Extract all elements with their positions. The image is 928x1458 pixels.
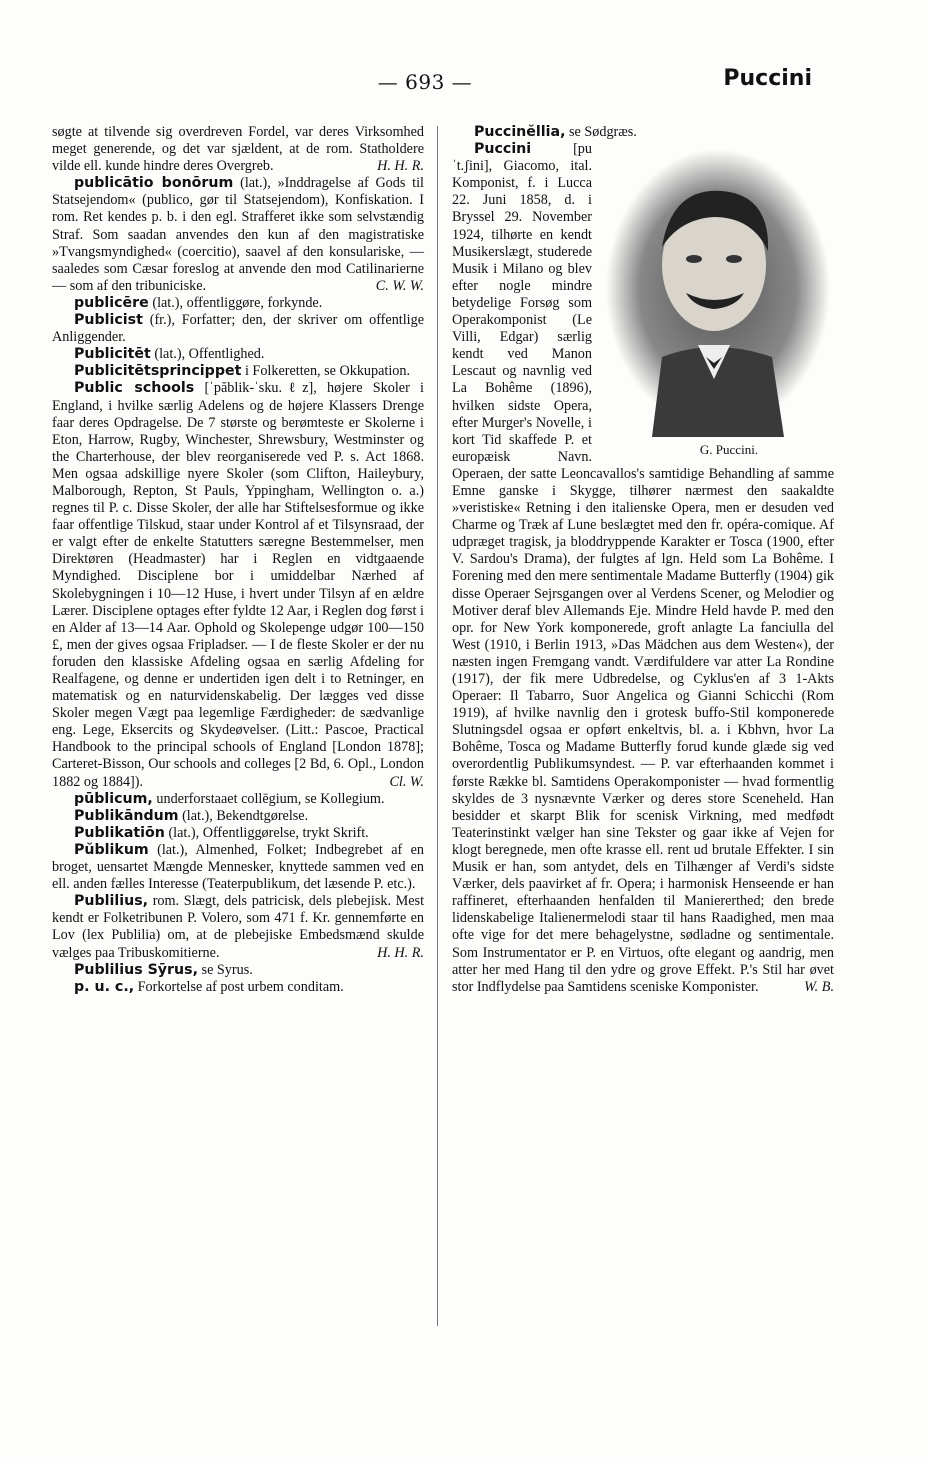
- signature: Cl. W.: [389, 773, 424, 790]
- entry-text: [ˈpăblik-ˈsku.ℓz], højere Skoler i England, i hvilke særlig Adelens og de højere Klassers Drenge faar deres Opdragelse. De 7 største og berømteste er Skolerne i Eton, Harrow, Rugby, Winchester, Shrewsbury, Westminster og the Charterhouse, der blev reorganiserede ved P. s. Act 1868. Men ogsaa adskillige nyere Skoler (som Clifton, Haileybury, Malborough, Repton, St Pauls, Yppingham, Wellington o. a.) regnes til P. c. Disse Skoler, der alle har Stiftelsesformue og ikke faar offentlige Tilskud, staar under Kontrol af et Tilsynsraad, der er valgt efter de enkelte Statutters særegne Bestemmelser, men Direktøren (Headmaster) har i Reglen en vidtgaaende Myndighed. Disciplene bor i umiddelbar Nærhed af Skolebygningen i 10—12 Huse, i hvert under Tilsyn af en ældre Lærer. Disciplene optages efter fyldte 12 Aar, i Reglen dog først i en Alder af 13—14 Aar. Ophold og Skolepenge udgør 100—150 £, men der gives ogsaa Fripladser. — I de fleste Skoler er der nu foruden den klassiske Afdeling ogsaa en særlig Afdeling for Realfagene, og denne er undertiden igen delt i to Retninger, en matematisk og en naturvidenskabelig. Der lægges ved disse Skoler megen Vægt paa legemlige Færdigheder: de sædvanlige eng. Lege, Eksercits og Skydeøvelser. (Litt.: Pascoe, Practical Handbook to the principal schools of England [London 1878]; Carteret-Bisson, Our schools and colleges [2 Bd, 6. Opl., London 1882 og 1884]).: [52, 380, 424, 790]
- page-number: — 693 —: [377, 70, 473, 94]
- portrait-figure: [602, 147, 834, 458]
- dictionary-entry: [52, 808, 424, 825]
- dictionary-entry: [52, 893, 424, 961]
- dictionary-entry: [52, 175, 424, 295]
- dictionary-entry: [52, 363, 424, 380]
- dictionary-entry: [52, 380, 424, 790]
- headword: Pŭblikum: [74, 841, 149, 858]
- entry-text: (lat.), »Inddragelse af Gods til Statsejendom« (publico, gør til Statsejendom), Konfiskation. I rom. Ret kendes p. b. i den egl. Strafferet ikke som selvstændig Straf. Som saadan anvendes den kun af den magistratiske »Tvangsmyndighed« (coercitio), saavel af den konsulariske, — saaledes som Cæsar foreslog at anvende den mod Catilinarierne — som af den tribuniciske.: [52, 175, 424, 294]
- entry-text: se Syrus.: [201, 961, 253, 978]
- dictionary-entry: [52, 825, 424, 842]
- headword: Puccini: [474, 141, 532, 158]
- entry-text: (lat.), Bekendtgørelse.: [182, 807, 309, 824]
- dictionary-entry: [52, 842, 424, 893]
- column-divider: [437, 126, 438, 1326]
- dictionary-entry: [52, 312, 424, 346]
- headword: Publicitēt: [74, 346, 151, 363]
- dictionary-entry: [52, 962, 424, 979]
- headword: Puccinĕllia,: [474, 124, 566, 140]
- signature: H. H. R.: [377, 944, 424, 961]
- entry-text: (lat.), Offentliggørelse, trykt Skrift.: [168, 824, 369, 841]
- headword: Publicitētsprincippet: [74, 363, 242, 380]
- entry-text: i Folkeretten, se Okkupation.: [244, 363, 411, 380]
- dictionary-entry: [52, 295, 424, 312]
- entry-text: (lat.), Almenhed, Folket; Indbegrebet af en broget, uensartet Mængde Mennesker, knyttede sammen ved en ell. anden fælles Interesse (Teaterpublikum, det læsende P. etc.).: [52, 841, 424, 893]
- headword: Publikāndum: [74, 807, 179, 824]
- running-head: Puccini: [723, 66, 812, 91]
- dictionary-entry: [52, 346, 424, 363]
- entry-text: Forkortelse af post urbem conditam.: [137, 978, 344, 995]
- entry-text: (fr.), Forfatter; den, der skriver om offentlige Anliggender.: [52, 312, 424, 346]
- entry-text: underforstaaet collēgium, se Kollegium.: [156, 790, 385, 807]
- entry-puccinellia: [452, 124, 834, 141]
- headword: Publilius,: [74, 893, 149, 910]
- entry-text: se Sødgræs.: [569, 124, 637, 140]
- signature: W. B.: [804, 978, 834, 995]
- headword: Publikatiōn: [74, 824, 165, 841]
- signature: H. H. R.: [377, 158, 424, 175]
- dictionary-entry: [52, 979, 424, 996]
- headword: pūblicum,: [74, 790, 153, 807]
- entry-text: (lat.), Offentlighed.: [154, 346, 265, 363]
- portrait-caption: G. Puccini.: [699, 442, 759, 458]
- dictionary-entry: [52, 124, 424, 175]
- entry-text: søgte at tilvende sig overdreven Fordel, var deres Virksomhed meget generende, og det var sjældent, at de rom. Statholdere vilde ell. kunde hindre deres Overgreb.: [52, 124, 424, 175]
- dictionary-entry: [52, 791, 424, 808]
- entry-text: [puˈt.ʃini], Giacomo, ital. Komponist, f. i Lucca 22. Juni 1858, d. i Bryssel 29. November 1924, tilhørte en kendt Musikerslægt, studerede Musik i Milano og blev efter nogle mindre betydelige Forsøg som Operakomponist (Le Villi, Edgar) særlig kendt ved Manon Lescaut og navnlig ved La Bohême (1896), hvilken sidste Opera, efter Murger's Novelle, i kort Tid skaffede P. et europæisk Navn. Operaen, der satte Leoncavallos's samtidige Behandling af samme Emne ganske i Skygge, tilhører nærmest den saakaldte »veristiske« Retning i den italienske Opera, men er desuden ved Charme og Træk af Lune beslægtet med den fr. opéra-comique. Af udpræget tragisk, ja bloddryppende Karakter er Tosca (1900, efter V. Sardou's Drama), der fulgtes af lgn. Held som La Bohême. I Forening med den mere sentimentale Madame Butterfly (1904) gik disse Operaer Sejrsgangen over al Verdens Scener, og Melodier og Motiver deraf blev Allemands Eje. Mindre Held havde P. med den opr. for New York komponerede, groft anlagte La fanciulla del West (1910, i Berlin 1913, »Das Mädchen aus dem Westen«), der næsten ingen Fremgang vandt. Værdifuldere var atter La Rondine (1917), der fik mere Udbredelse, og Cyklus'en af 3 1-Akts Operaer: Il Tabarro, Suor Angelica og Gianni Schicchi (Rom 1919), af hvilke navnlig den i grotesk buffo-Stil komponerede Slutningsdel ogsaa er opført enkeltvis, bl. a. i Kbhvn, hvor La Bohême, Tosca og Madame Butterfly forud kunde glæde sig ved overordentlig Publikumsyndest. — P. var efterhaanden kommet i første Række bl. Samtidens Operakomponister — hvad formentlig skyldes de 3 nysnævnte Værker og deres store Sceneheld. Han besidder et skarpt Blik for scenisk Virkning, med medfødt Teaterinstinkt vælger han sine Tekster og gaar ikke af Vejen for klogt beregnede, men ofte krasse ell. rent ud brutale Effekter. I sin Musik er han, som antydet, dels en Tilhænger af Verdi's sidste Værker, dels paavirket af fr. Opera; i harmonisk Henseende er han raffineret, efterhaanden henfalden til Maniererthed; den brede lidenskabelige Italienermelodi staar til hans Raadighed, men maa ofte vige for det mere behagelystne, sødladne og sentimentale. Som Instrumentator er P. en Virtuos, ofte elegant og aandrig, men atter her med Hang til den ydre og grove Effekt. P.'s Stil har øvet stor Indflydelse paa Samtidens sceniske Komponister.: [452, 141, 834, 995]
- entry-text: rom. Slægt, dels patricisk, dels plebejisk. Mest kendt er Folketribunen P. Volero, som 471 f. Kr. gennemførte en Lov (lex Publilia) om, at de plebejiske Embedsmænd skulde vælges paa Tribuskomitierne.: [52, 893, 425, 961]
- portrait-image: [602, 147, 834, 437]
- right-column: [452, 124, 834, 996]
- headword: publicēre: [74, 294, 149, 311]
- headword: Publicist: [74, 312, 143, 329]
- headword: publicātio bonōrum: [74, 175, 234, 192]
- signature: C. W. W.: [375, 277, 424, 294]
- entry-puccini: [452, 141, 834, 996]
- headword: Public schools: [74, 380, 195, 397]
- headword: Publilius Sȳrus,: [74, 961, 198, 978]
- entry-text: (lat.), offentliggøre, forkynde.: [152, 294, 323, 311]
- headword: p. u. c.,: [74, 978, 135, 995]
- left-column: [52, 124, 424, 996]
